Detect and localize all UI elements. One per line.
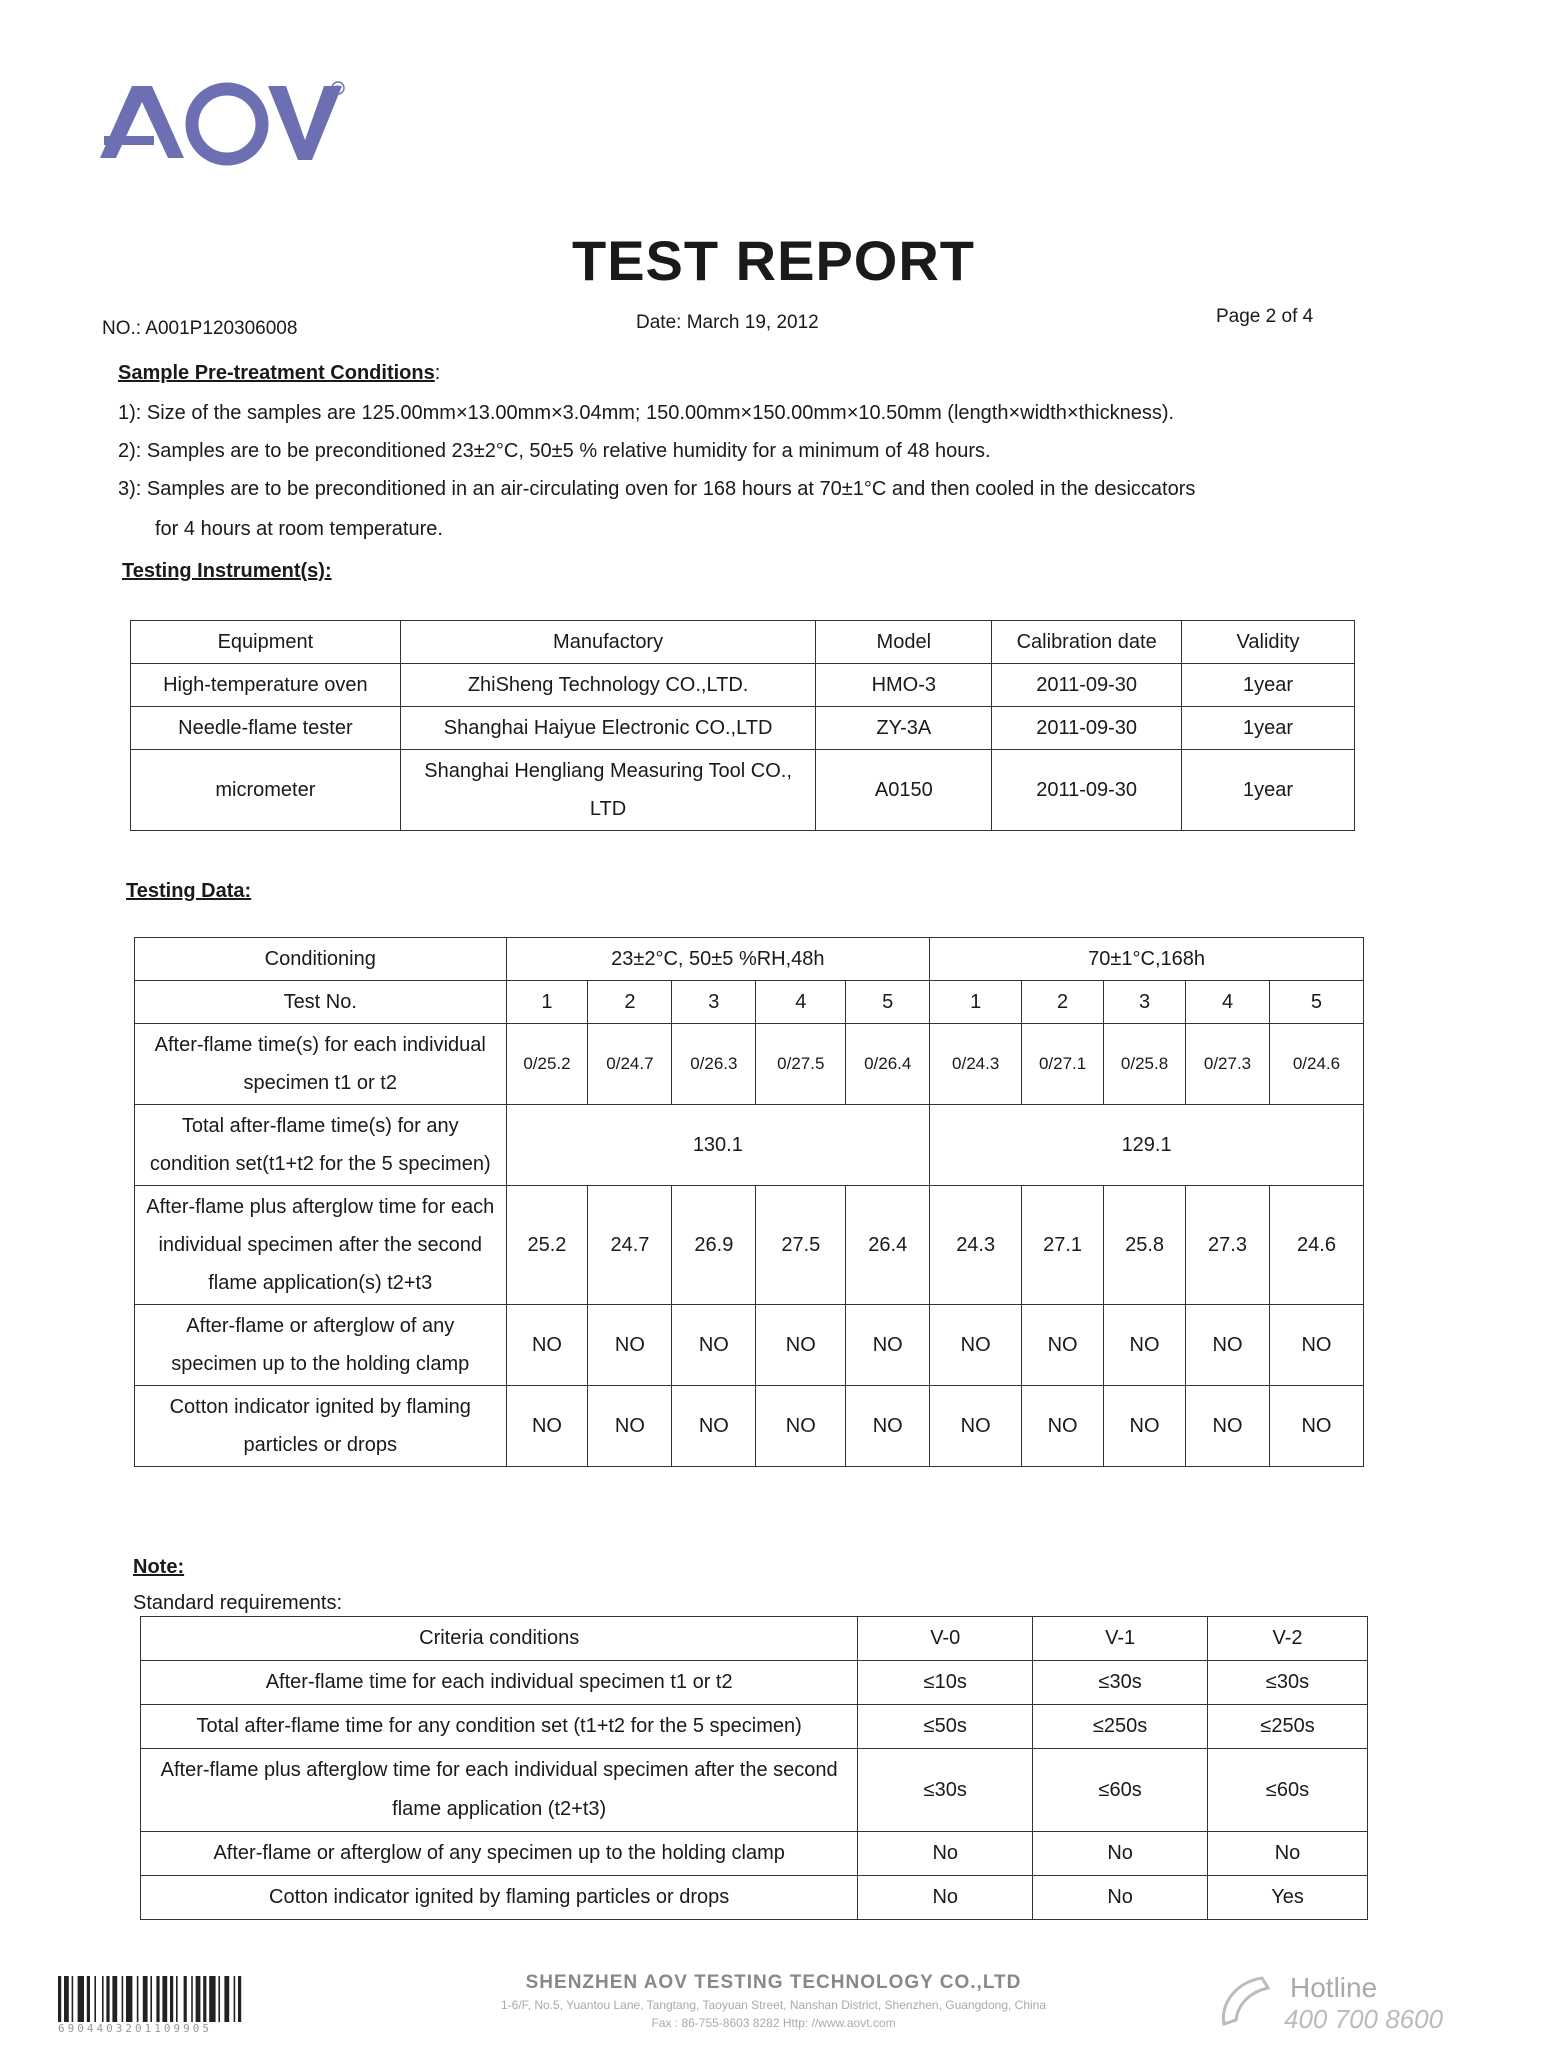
table-cell: NO	[672, 1386, 756, 1467]
hotline-number: 400 700 8600	[1284, 2004, 1444, 2034]
table-cell: 5	[1269, 981, 1363, 1024]
table-cell: 1year	[1182, 707, 1355, 750]
page-indicator: Page 2 of 4	[1216, 306, 1314, 327]
table-cell: Shanghai Haiyue Electronic CO.,LTD	[400, 707, 816, 750]
table-cell: 2011-09-30	[992, 664, 1182, 707]
table-cell: After-flame time for each individual specimen t1 or t2	[141, 1661, 858, 1705]
table-cell: 4	[1186, 981, 1270, 1024]
pretreatment-line-3: 3): Samples are to be preconditioned in an air-circulating oven for 168 hours at 70±1°C and then cooled in the desiccators	[118, 478, 1196, 500]
table-row	[135, 1024, 1364, 1105]
table-cell: 0/24.6	[1269, 1024, 1363, 1105]
footer-company: SHENZHEN AOV TESTING TECHNOLOGY CO.,LTD	[525, 1972, 1022, 1993]
table-cell: 3	[1104, 981, 1186, 1024]
table-row	[141, 1661, 1368, 1705]
table-cell: 0/27.3	[1186, 1024, 1270, 1105]
table-cell: 2	[588, 981, 672, 1024]
report-date: Date: March 19, 2012	[636, 312, 819, 333]
table-cell: NO	[756, 1386, 846, 1467]
table-row	[131, 750, 1355, 831]
table-row	[135, 1386, 1364, 1467]
svg-text:R: R	[335, 84, 341, 94]
table-cell: 26.9	[672, 1186, 756, 1305]
testing-data-table	[134, 937, 1364, 1467]
table-cell: 24.7	[588, 1186, 672, 1305]
table-cell: 0/27.1	[1022, 1024, 1104, 1105]
table-row	[131, 707, 1355, 750]
table-row	[135, 938, 1364, 981]
table-cell: No	[858, 1876, 1033, 1920]
aov-logo	[100, 80, 350, 170]
table-cell: 2011-09-30	[992, 707, 1182, 750]
table-cell: NO	[846, 1386, 930, 1467]
table-cell: 0/27.5	[756, 1024, 846, 1105]
table-cell: Cotton indicator ignited by flaming particles or drops	[141, 1876, 858, 1920]
table-cell: NO	[672, 1305, 756, 1386]
instruments-table	[130, 620, 1355, 831]
row-label: Cotton indicator ignited by flaming particles or drops	[135, 1386, 507, 1467]
table-cell: NO	[588, 1386, 672, 1467]
table-cell: ≤10s	[858, 1661, 1033, 1705]
table-row	[141, 1749, 1368, 1832]
header-cell: Model	[816, 621, 992, 664]
table-cell: 24.3	[930, 1186, 1022, 1305]
table-cell: NO	[756, 1305, 846, 1386]
report-title: TEST REPORT	[571, 229, 976, 292]
table-row	[141, 1617, 1368, 1661]
table-cell: After-flame or afterglow of any specimen up to the holding clamp	[141, 1832, 858, 1876]
pretreatment-heading-wrap: Sample Pre-treatment Conditions:	[118, 362, 441, 384]
note-subheading: Standard requirements:	[133, 1592, 343, 1614]
instruments-heading: Testing Instrument(s):	[122, 560, 332, 582]
table-cell: ≤60s	[1208, 1749, 1368, 1832]
table-cell: Needle-flame tester	[131, 707, 401, 750]
table-cell: 27.3	[1186, 1186, 1270, 1305]
table-row	[135, 1305, 1364, 1386]
table-cell: NO	[1104, 1386, 1186, 1467]
conditioning-label: Conditioning	[135, 938, 507, 981]
table-cell: 0/24.3	[930, 1024, 1022, 1105]
table-cell: NO	[1186, 1386, 1270, 1467]
header-cell: Validity	[1182, 621, 1355, 664]
table-cell: ZhiSheng Technology CO.,LTD.	[400, 664, 816, 707]
table-cell: ≤30s	[1208, 1661, 1368, 1705]
table-cell: Yes	[1208, 1876, 1368, 1920]
pretreatment-line-1: 1): Size of the samples are 125.00mm×13.00mm×3.04mm; 150.00mm×150.00mm×10.50mm (length×width×thickness).	[118, 402, 1175, 424]
note-heading: Note:	[133, 1556, 185, 1578]
table-cell: 0/26.4	[846, 1024, 930, 1105]
header-cell: V-0	[858, 1617, 1033, 1661]
footer-fax: Fax : 86-755-8603 8282 Http: //www.aovt.com	[651, 2016, 896, 2030]
table-cell: 2	[1022, 981, 1104, 1024]
footer-address: 1-6/F, No.5, Yuantou Lane, Tangtang, Taoyuan Street, Nanshan District, Shenzhen, Guangdong, China	[500, 1998, 1047, 2012]
barcode-number: 6904403201109905	[58, 2022, 212, 2035]
row-label: After-flame plus afterglow time for each individual specimen after the second flame application(s) t2+t3	[135, 1186, 507, 1305]
header-cell: V-2	[1208, 1617, 1368, 1661]
table-cell: After-flame plus afterglow time for each individual specimen after the second flame application (t2+t3)	[141, 1749, 858, 1832]
table-row	[135, 1186, 1364, 1305]
table-cell: 27.5	[756, 1186, 846, 1305]
table-cell: No	[1033, 1876, 1208, 1920]
table-cell: ≤60s	[1033, 1749, 1208, 1832]
row-label: Total after-flame time(s) for any condition set(t1+t2 for the 5 specimen)	[135, 1105, 507, 1186]
table-cell: ≤250s	[1033, 1705, 1208, 1749]
table-cell: Total after-flame time for any condition set (t1+t2 for the 5 specimen)	[141, 1705, 858, 1749]
table-cell: 4	[756, 981, 846, 1024]
table-row	[131, 621, 1355, 664]
table-cell: 26.4	[846, 1186, 930, 1305]
table-cell: NO	[506, 1386, 588, 1467]
pretreatment-line-4: for 4 hours at room temperature.	[155, 518, 443, 540]
table-cell: No	[1033, 1832, 1208, 1876]
table-cell: HMO-3	[816, 664, 992, 707]
header-cell: V-1	[1033, 1617, 1208, 1661]
table-cell: NO	[1104, 1305, 1186, 1386]
table-cell: NO	[1186, 1305, 1270, 1386]
table-cell: NO	[930, 1386, 1022, 1467]
table-row	[135, 981, 1364, 1024]
table-cell: NO	[588, 1305, 672, 1386]
table-cell: 3	[672, 981, 756, 1024]
header-cell: Manufactory	[400, 621, 816, 664]
table-cell: No	[1208, 1832, 1368, 1876]
table-cell: No	[858, 1832, 1033, 1876]
table-cell: ZY-3A	[816, 707, 992, 750]
testing-heading: Testing Data:	[126, 880, 252, 902]
table-cell: 0/25.2	[506, 1024, 588, 1105]
table-cell: NO	[930, 1305, 1022, 1386]
table-cell: 1	[930, 981, 1022, 1024]
table-cell: A0150	[816, 750, 992, 831]
condition-a: 23±2°C, 50±5 %RH,48h	[506, 938, 930, 981]
hotline-label: Hotline	[1290, 1972, 1378, 2003]
table-row	[131, 664, 1355, 707]
table-cell: 25.8	[1104, 1186, 1186, 1305]
report-number: NO.: A001P120306008	[102, 318, 298, 339]
pretreatment-heading: Sample Pre-treatment Conditions	[118, 362, 435, 384]
header-cell: Calibration date	[992, 621, 1182, 664]
phone-icon	[1216, 1974, 1276, 2030]
table-cell: NO	[1022, 1386, 1104, 1467]
table-cell: ≤30s	[1033, 1661, 1208, 1705]
table-cell: 27.1	[1022, 1186, 1104, 1305]
table-cell: ≤30s	[858, 1749, 1033, 1832]
table-cell: 25.2	[506, 1186, 588, 1305]
table-cell: 1year	[1182, 664, 1355, 707]
total-b: 129.1	[930, 1105, 1364, 1186]
table-cell: 2011-09-30	[992, 750, 1182, 831]
header-cell: Equipment	[131, 621, 401, 664]
table-cell: 5	[846, 981, 930, 1024]
table-cell: NO	[506, 1305, 588, 1386]
table-row	[141, 1832, 1368, 1876]
condition-b: 70±1°C,168h	[930, 938, 1364, 981]
table-row	[141, 1705, 1368, 1749]
table-cell: Shanghai Hengliang Measuring Tool CO., LTD	[400, 750, 816, 831]
table-cell: High-temperature oven	[131, 664, 401, 707]
table-cell: 0/24.7	[588, 1024, 672, 1105]
table-cell: 1	[506, 981, 588, 1024]
pretreatment-line-2: 2): Samples are to be preconditioned 23±2°C, 50±5 % relative humidity for a minimum of 48 hours.	[118, 440, 991, 462]
table-cell: NO	[1269, 1386, 1363, 1467]
table-cell: 0/25.8	[1104, 1024, 1186, 1105]
table-cell: 0/26.3	[672, 1024, 756, 1105]
table-row	[141, 1876, 1368, 1920]
table-cell: NO	[1269, 1305, 1363, 1386]
criteria-table	[140, 1616, 1368, 1920]
header-cell: Criteria conditions	[141, 1617, 858, 1661]
table-cell: NO	[846, 1305, 930, 1386]
total-a: 130.1	[506, 1105, 930, 1186]
row-label: After-flame time(s) for each individual specimen t1 or t2	[135, 1024, 507, 1105]
row-label: After-flame or afterglow of any specimen up to the holding clamp	[135, 1305, 507, 1386]
table-cell: 24.6	[1269, 1186, 1363, 1305]
table-cell: ≤50s	[858, 1705, 1033, 1749]
table-cell: NO	[1022, 1305, 1104, 1386]
table-cell: ≤250s	[1208, 1705, 1368, 1749]
table-cell: micrometer	[131, 750, 401, 831]
table-row	[135, 1105, 1364, 1186]
table-cell: 1year	[1182, 750, 1355, 831]
testno-label: Test No.	[135, 981, 507, 1024]
